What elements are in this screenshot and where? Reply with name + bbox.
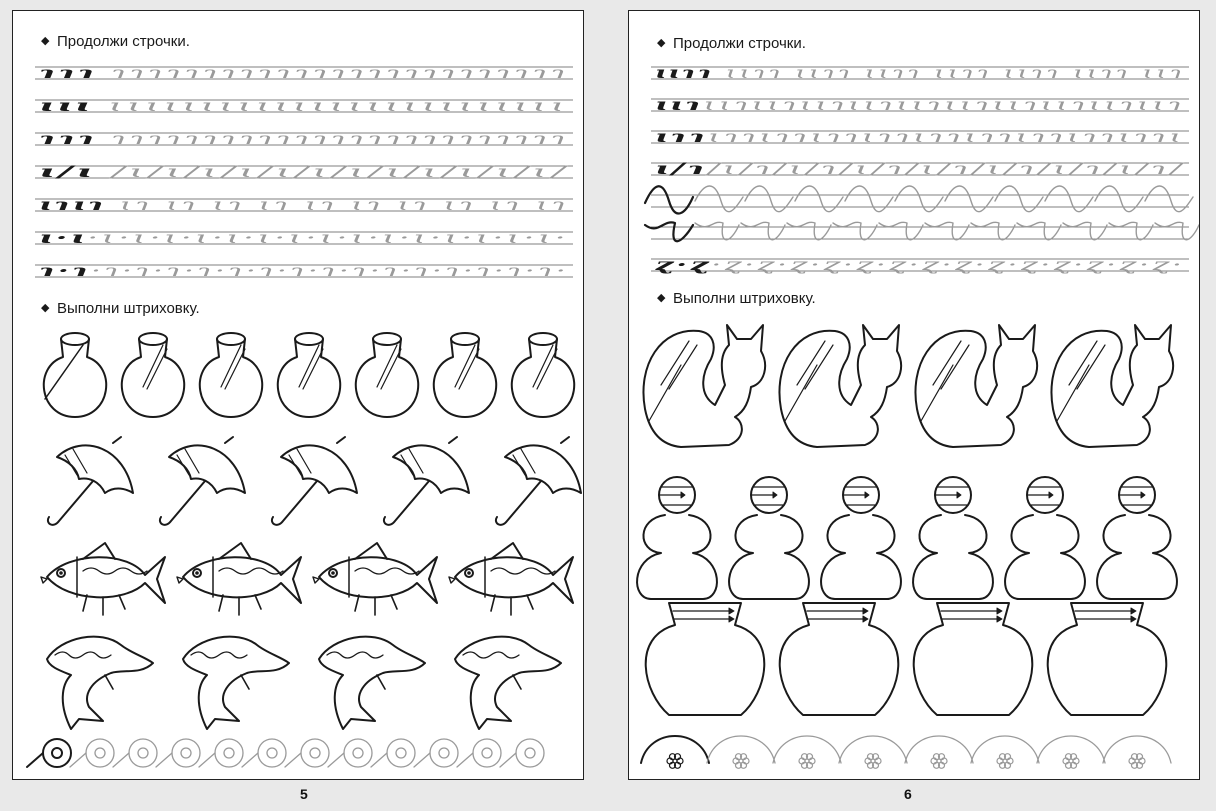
dolphin-figure bbox=[47, 637, 153, 729]
spiral-border-item bbox=[70, 739, 114, 767]
spiral-border-item bbox=[199, 739, 243, 767]
snowman-figure bbox=[1005, 477, 1085, 599]
dolphin-figure bbox=[455, 637, 561, 729]
copy-row-text: ɩɩɩ ɩɩɩɩɩɩɩɩɩɩɩɩɩɩɩɩɩɩɩɩɩɩɩɩɩ bbox=[39, 96, 294, 115]
copy-rows bbox=[645, 63, 1199, 274]
copy-row bbox=[651, 159, 1189, 178]
snowman-figure bbox=[637, 477, 717, 599]
workbook-page-5 bbox=[12, 10, 584, 780]
pot-figure bbox=[646, 603, 765, 715]
umbrella-figure bbox=[48, 437, 133, 525]
instruction-continue-rows: ◆ Продолжи строчки. bbox=[41, 33, 190, 50]
flower-border-item bbox=[707, 736, 775, 768]
fish-figure bbox=[449, 543, 573, 615]
shading-figures bbox=[637, 325, 1177, 768]
squirrel-figure bbox=[643, 325, 765, 447]
page-number-5: 5 bbox=[300, 786, 308, 802]
snowman-figure bbox=[821, 477, 901, 599]
snowman-figure bbox=[1097, 477, 1177, 599]
shading-figures bbox=[27, 333, 581, 767]
instruction-shading: ◆ Выполни штриховку. bbox=[657, 290, 816, 307]
dolphin-figure bbox=[183, 637, 289, 729]
copy-row bbox=[35, 129, 573, 148]
flower-border-item bbox=[839, 736, 907, 768]
copy-row-text: ɿ·ɿ ·ɿ·ɿ·ɿ·ɿ·ɿ·ɿ·ɿ·ɿ·ɿ·ɿ·ɿ·ɿ·ɿ·ɿ·ɿ· bbox=[39, 261, 328, 280]
squirrel-figure bbox=[779, 325, 901, 447]
flower-border-item bbox=[905, 736, 973, 768]
snowman-figure bbox=[913, 477, 993, 599]
fish-figure bbox=[177, 543, 301, 615]
flower-border-item bbox=[641, 736, 709, 768]
workbook-page-6 bbox=[628, 10, 1200, 780]
copy-rows bbox=[35, 63, 573, 280]
copy-row-text: ɩɩɿɿ ɩɩɿɿ ɩɩɿɿ ɩɩɿɿ ɩɩɿɿ ɩɩɿɿ ɩɩɿɿ ɩɩɿ bbox=[655, 63, 983, 82]
spiral-border-item bbox=[156, 739, 200, 767]
copy-row-text: ɿɿɿ ɿɿɿɿɿɿɿɿɿɿɿɿɿɿɿɿɿɿɿɿɿɿɿɿɿ bbox=[39, 63, 323, 82]
vase-figure bbox=[44, 333, 106, 417]
squirrel-figure bbox=[915, 325, 1037, 447]
vase-figure bbox=[512, 333, 574, 417]
copy-row-text: ɩ·ɩ ·ɩ·ɩ·ɩ·ɩ·ɩ·ɩ·ɩ·ɩ·ɩ·ɩ·ɩ·ɩ·ɩ·ɩ·ɩ· bbox=[39, 228, 310, 247]
spiral-border-item bbox=[113, 739, 157, 767]
copy-row bbox=[651, 63, 1189, 82]
copy-row-text: ɩ/ɿ /ɩ/ɿ/ɩ/ɿ/ɩ/ɿ/ɩ/ɿ/ɩ/ɿ/ɩ/ɿ/ɩ/ɿ/ bbox=[655, 159, 927, 178]
vase-figure bbox=[356, 333, 418, 417]
copy-row bbox=[35, 96, 573, 115]
vase-figure bbox=[122, 333, 184, 417]
copy-row-text: ɩɩɿ ɩɩɿɩɩɿɩɩɿɩɩɿɩɩɿɩɩɿɩɩɿɩɩɿɩɩɿɩɩɿ bbox=[655, 95, 947, 114]
umbrella-figure bbox=[384, 437, 469, 525]
spiral-border-item bbox=[500, 739, 544, 767]
dolphin-figure bbox=[319, 637, 425, 729]
umbrella-figure bbox=[496, 437, 581, 525]
vase-figure bbox=[278, 333, 340, 417]
spiral-border-item bbox=[414, 739, 458, 767]
copy-row bbox=[35, 261, 573, 280]
copy-row-text: ɿɿɿ ɿɿɿɿɿɿɿɿɿɿɿɿɿɿɿɿɿɿɿɿɿɿɿɿɿ bbox=[39, 129, 323, 148]
flower-border-item bbox=[1037, 736, 1105, 768]
flower-border-item bbox=[1103, 736, 1171, 768]
squirrel-figure bbox=[1051, 325, 1173, 447]
flower-border-item bbox=[971, 736, 1039, 768]
copy-row bbox=[35, 162, 573, 181]
instruction-continue-rows: ◆ Продолжи строчки. bbox=[657, 35, 806, 52]
snowman-figure bbox=[729, 477, 809, 599]
page-5-artwork bbox=[13, 11, 584, 780]
copy-row bbox=[35, 228, 573, 247]
fish-figure bbox=[41, 543, 165, 615]
copy-row-text: ɩɿɩɿ ɩɿ ɩɿ ɩɿ ɩɿ ɩɿ ɩɿ ɩɿ ɩɿ ɩɿ ɩɿ bbox=[39, 195, 338, 214]
copy-row-text: ɩɿɿ ɩɿɿɩɿɿɩɿɿɩɿɿɩɿɿɩɿɿɩɿɿɩɿɿɩɿɿɩ bbox=[655, 127, 944, 146]
copy-row bbox=[35, 63, 573, 82]
vase-figure bbox=[434, 333, 496, 417]
copy-row-text: ɀ·ɀ ·ɀ·ɀ·ɀ·ɀ·ɀ·ɀ·ɀ·ɀ·ɀ·ɀ·ɀ·ɀ·ɀ·ɀ· bbox=[655, 255, 950, 274]
umbrella-figure bbox=[160, 437, 245, 525]
copy-row bbox=[35, 195, 573, 214]
spiral-border-item bbox=[457, 739, 501, 767]
copy-row-text: ɩ/ɩ /ɩ/ɩ/ɩ/ɩ/ɩ/ɩ/ɩ/ɩ/ɩ/ɩ/ɩ/ɩ/ bbox=[39, 162, 285, 181]
copy-row bbox=[651, 255, 1189, 274]
spiral-border-item bbox=[27, 739, 71, 767]
pot-figure bbox=[1048, 603, 1167, 715]
spiral-border-item bbox=[285, 739, 329, 767]
fish-figure bbox=[313, 543, 437, 615]
spiral-border-item bbox=[328, 739, 372, 767]
instruction-shading: ◆ Выполни штриховку. bbox=[41, 300, 200, 317]
flower-border-item bbox=[773, 736, 841, 768]
copy-row bbox=[651, 95, 1189, 114]
pot-figure bbox=[914, 603, 1033, 715]
vase-figure bbox=[200, 333, 262, 417]
pot-figure bbox=[780, 603, 899, 715]
copy-row bbox=[651, 127, 1189, 146]
page-6-artwork bbox=[629, 11, 1200, 780]
umbrella-figure bbox=[272, 437, 357, 525]
spiral-border-item bbox=[242, 739, 286, 767]
page-number-6: 6 bbox=[904, 786, 912, 802]
spiral-border-item bbox=[371, 739, 415, 767]
